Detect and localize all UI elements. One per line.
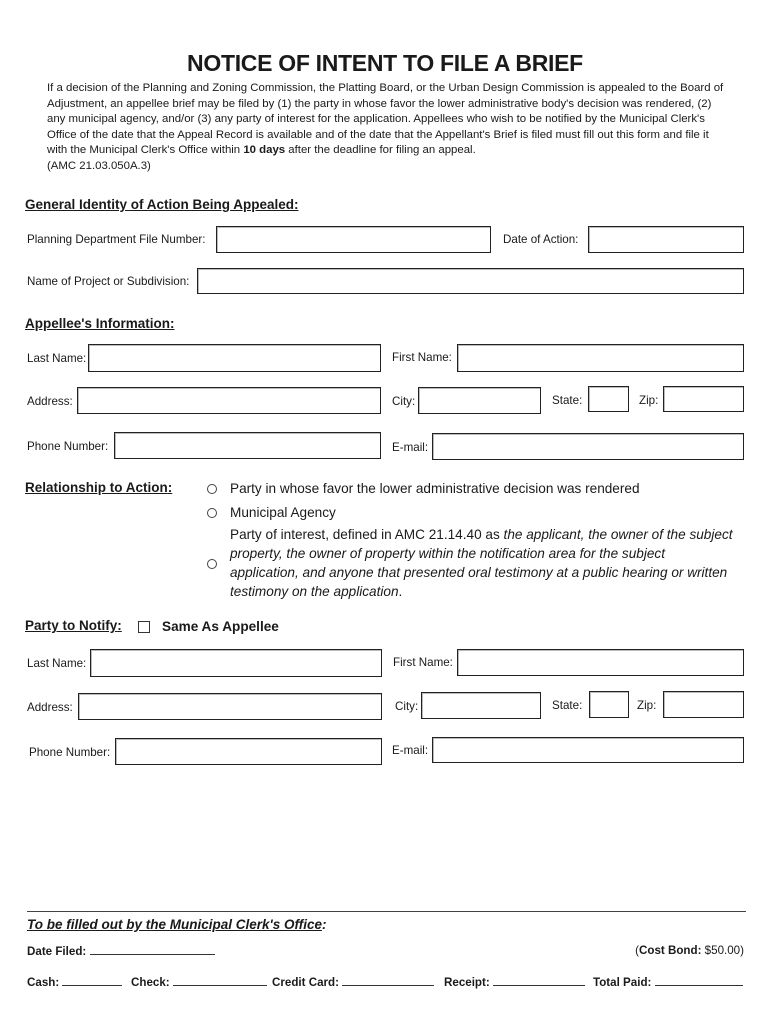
intro-emphasis: 10 days <box>243 144 286 157</box>
action-heading-colon: : <box>294 197 299 212</box>
notify-phone-input[interactable] <box>115 738 382 765</box>
notify-state-input[interactable] <box>589 691 629 718</box>
notify-address-input[interactable] <box>78 693 382 720</box>
appellee-phone-input[interactable] <box>114 432 381 459</box>
appellee-heading-text: Appellee's Information <box>25 316 170 331</box>
appellee-address-input[interactable] <box>77 387 381 414</box>
clerk-section-heading <box>27 917 327 932</box>
cost-bond-value: $50.00) <box>701 944 744 957</box>
clerk-divider <box>27 911 746 912</box>
option-party-of-interest-period: . <box>398 584 403 599</box>
appellee-city-input[interactable] <box>418 387 541 414</box>
date-filed-field <box>27 944 215 958</box>
clerk-heading-text: To be filled out by the Municipal Clerk's Office <box>27 917 323 932</box>
relationship-heading-colon: : <box>167 480 173 495</box>
option-party-of-interest-italic-2: property, the owner of property within the notification area for the subject <box>230 546 665 561</box>
same-as-appellee-checkbox[interactable] <box>138 621 150 633</box>
notify-section-heading <box>25 618 122 633</box>
cost-bond <box>635 944 744 957</box>
notify-city-label: City: <box>395 700 419 713</box>
check-label: Check: <box>131 976 170 989</box>
appellee-zip-label: Zip: <box>639 394 659 407</box>
appellee-state-label: State: <box>552 394 583 407</box>
option-prevailing-party-label: Party in whose favor the lower administrative decision was rendered <box>230 481 640 496</box>
notify-zip-label: Zip: <box>637 699 657 712</box>
radio-prevailing-party[interactable] <box>207 484 217 494</box>
notify-first-name-input[interactable] <box>457 649 744 676</box>
page-title: NOTICE OF INTENT TO FILE A BRIEF <box>187 50 583 76</box>
appellee-first-name-label: First Name: <box>392 351 452 364</box>
file-number-label: Planning Department File Number: <box>27 233 206 246</box>
appellee-email-label: E-mail: <box>392 441 429 454</box>
check-field <box>131 975 267 989</box>
appellee-address-label: Address: <box>27 395 73 408</box>
receipt-field <box>444 975 585 989</box>
project-name-label: Name of Project or Subdivision: <box>27 275 190 288</box>
total-paid-field <box>593 975 743 989</box>
notify-heading-colon: : <box>117 618 122 633</box>
credit-card-line[interactable] <box>342 975 434 986</box>
appellee-email-input[interactable] <box>432 433 744 460</box>
cash-label: Cash: <box>27 976 60 989</box>
radio-party-of-interest[interactable] <box>207 559 217 569</box>
option-party-of-interest-label <box>230 525 750 601</box>
cash-field <box>27 975 122 989</box>
option-party-of-interest-italic-1: the applicant, the owner of the subject <box>503 527 733 542</box>
check-line[interactable] <box>173 975 267 986</box>
total-paid-line[interactable] <box>655 975 743 986</box>
receipt-line[interactable] <box>493 975 585 986</box>
intro-text: If a decision of the Planning and Zoning Commission, the Platting Board, or the Urban Design Commission is appealed to the Board of Adjustment, an appellee brief may be filed by (1) the party in whose favor the lower administrative body's decision was rendered, (2) any municipal agency, and/or (3) any party of interest for the application. Appellees who wish to be notified by the Municipal Clerk's Office of the date that the Appeal Record is available and of the date that the Appellant's Brief is filed must fill out this form and file it with the Municipal Clerk's Office within <box>47 82 724 157</box>
relationship-heading-text: Relationship to Action <box>25 480 168 495</box>
notify-last-name-label: Last Name: <box>27 657 87 670</box>
appellee-zip-input[interactable] <box>663 386 744 412</box>
option-party-of-interest-italic-3: application, and anyone that presented oral testimony at a public hearing or written <box>230 565 728 580</box>
credit-card-field <box>272 975 434 989</box>
notify-zip-input[interactable] <box>663 691 744 718</box>
notify-phone-label: Phone Number: <box>29 746 111 759</box>
project-name-input[interactable] <box>197 268 744 294</box>
cost-bond-label: Cost Bond: <box>638 944 702 957</box>
notify-last-name-input[interactable] <box>90 649 382 677</box>
intro-text-end: after the deadline for filing an appeal. <box>285 144 476 157</box>
appellee-last-name-input[interactable] <box>88 344 381 372</box>
credit-card-label: Credit Card: <box>272 976 339 989</box>
notify-first-name-label: First Name: <box>393 656 453 669</box>
notify-state-label: State: <box>552 699 583 712</box>
appellee-state-input[interactable] <box>588 386 629 412</box>
appellee-city-label: City: <box>392 395 416 408</box>
notify-address-label: Address: <box>27 701 73 714</box>
appellee-first-name-input[interactable] <box>457 344 744 372</box>
cost-bond-open: ( <box>635 944 639 957</box>
same-as-appellee-label: Same As Appellee <box>162 619 279 634</box>
notify-heading-text: Party to Notify <box>25 618 118 633</box>
cash-line[interactable] <box>62 975 122 986</box>
notify-email-label: E-mail: <box>392 744 429 757</box>
appellee-phone-label: Phone Number: <box>27 440 109 453</box>
appellee-section-heading <box>25 316 174 331</box>
action-heading-text: General Identity of Action Being Appealed <box>25 197 295 212</box>
option-party-of-interest-italic-4: testimony on the application <box>230 584 399 599</box>
intro-citation: (AMC 21.03.050A.3) <box>47 159 151 172</box>
appellee-heading-colon: : <box>169 316 175 331</box>
clerk-heading-colon: : <box>322 917 327 932</box>
date-of-action-input[interactable] <box>588 226 744 253</box>
intro-paragraph <box>47 81 727 175</box>
date-filed-line[interactable] <box>90 944 215 955</box>
notify-city-input[interactable] <box>421 692 541 719</box>
notify-email-input[interactable] <box>432 737 744 763</box>
receipt-label: Receipt: <box>444 976 490 989</box>
relationship-section-heading <box>25 480 172 495</box>
total-paid-label: Total Paid: <box>593 976 652 989</box>
date-filed-label: Date Filed: <box>27 945 87 958</box>
option-municipal-agency-label: Municipal Agency <box>230 505 336 520</box>
date-of-action-label: Date of Action: <box>503 233 579 246</box>
option-party-of-interest-text: Party of interest, defined in AMC 21.14.40 as <box>230 527 504 542</box>
radio-municipal-agency[interactable] <box>207 508 217 518</box>
action-section-heading <box>25 197 299 212</box>
appellee-last-name-label: Last Name: <box>27 352 87 365</box>
file-number-input[interactable] <box>216 226 491 253</box>
